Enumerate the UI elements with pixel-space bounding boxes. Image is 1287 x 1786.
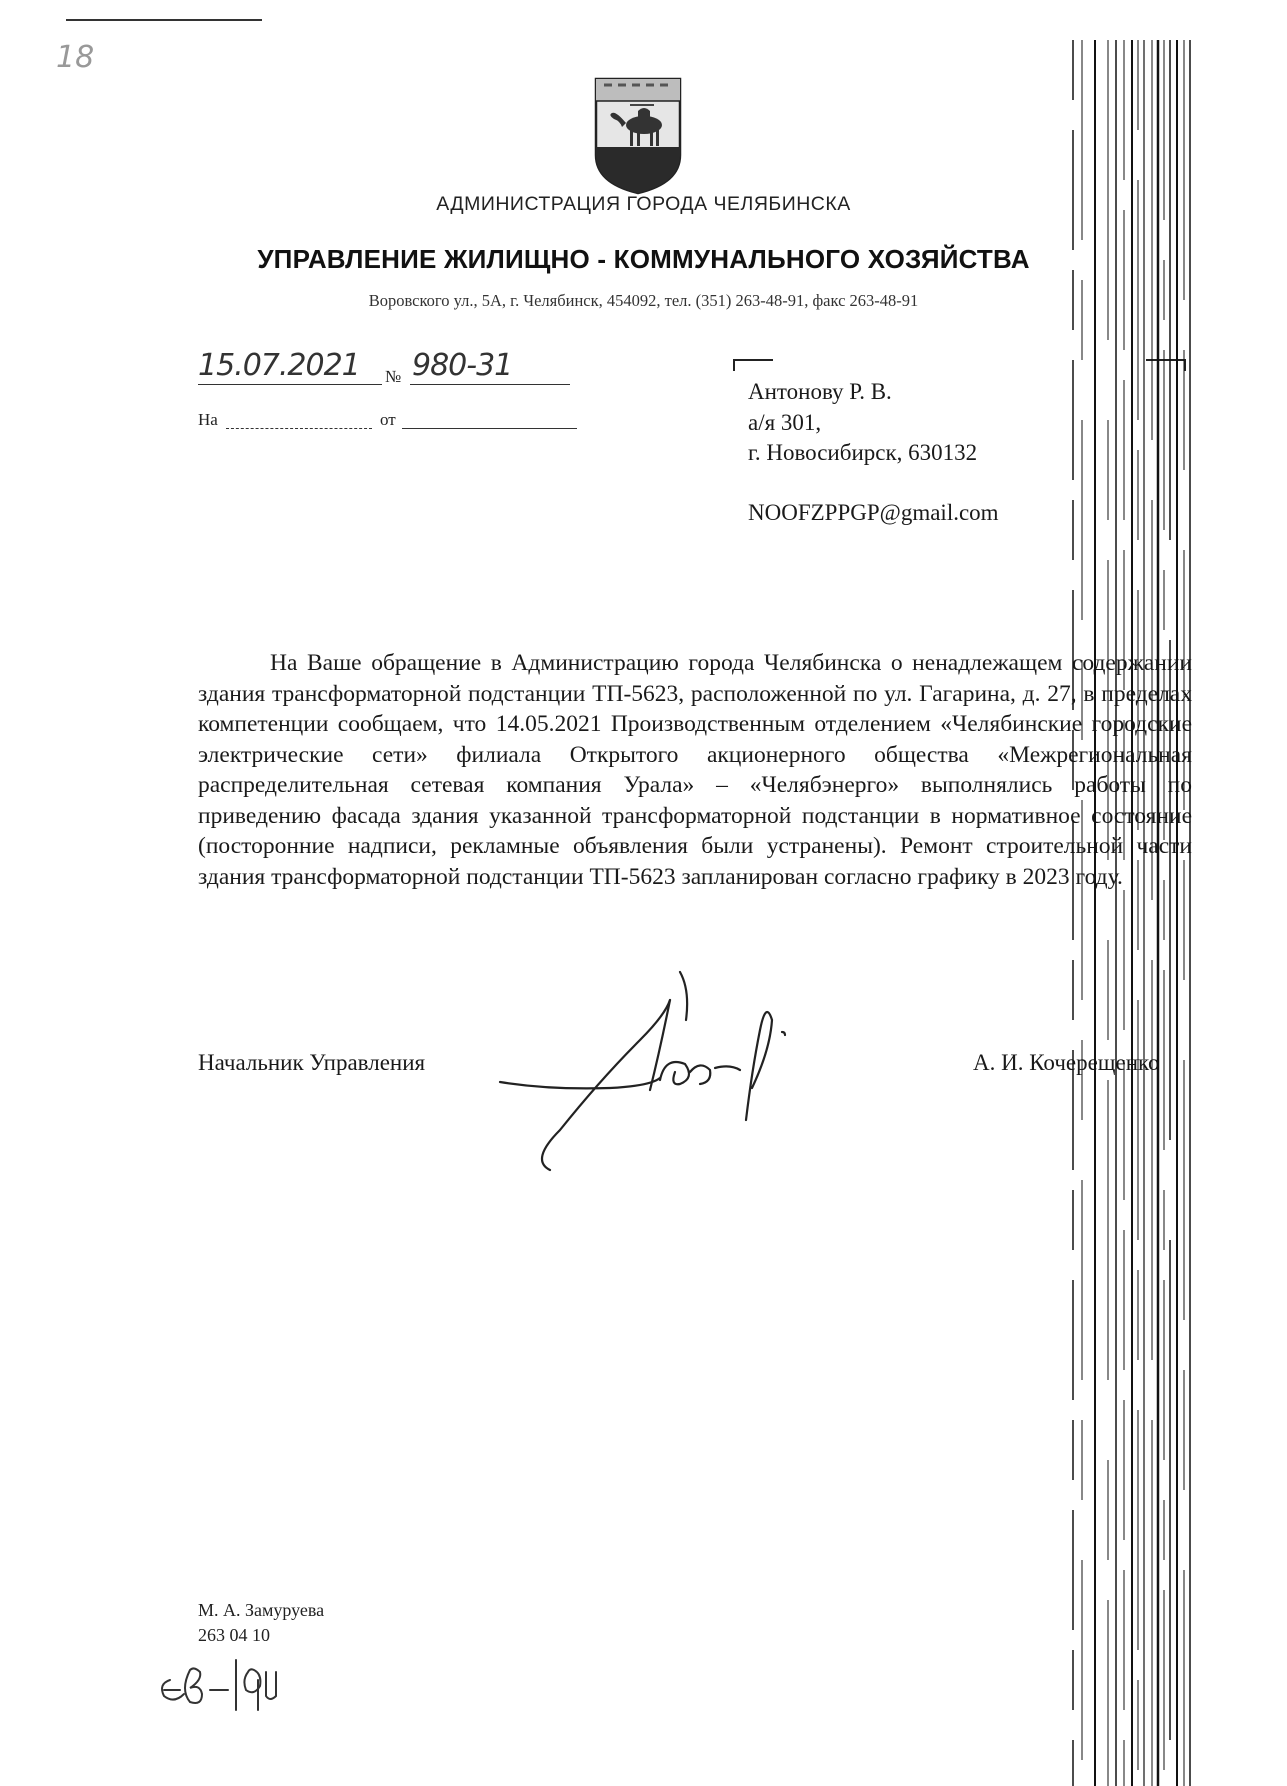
signer-title: Начальник Управления [198, 1050, 426, 1075]
top-rule [66, 19, 262, 21]
recipient-email: NOOFZPPGP@gmail.com [748, 500, 999, 525]
letter-body: На Ваше обращение в Администрацию города Челябинска о ненадлежащем содержании здания трансформаторной подстанции ТП-5623, расположенной по ул. Гагарина, д. 27, в пределах компетенции сообщаем, что 14.05.2021 Производственным отделением «Челябинские городские электрические сети» филиала Открытого акционерного общества «Межрегиональная распределительная сетевая компания Урала» – «Челябэнерго» выполнялись работы по приведению фасада здания указанной трансформаторной подстанции в нормативное состояние (посторонние надписи, рекламные объявления были устранены). Ремонт строительной части здания трансформаторной подстанции ТП-5623 запланирован согласно графику в 2023 году. [198, 650, 1192, 890]
handwritten-signature-icon [490, 960, 850, 1190]
registration-number: 980-31 [412, 348, 513, 383]
recipient-po-box: а/я 301, [748, 410, 822, 435]
signer-name: А. И. Кочерещенко [973, 1050, 1160, 1075]
administration-name: АДМИНИСТРАЦИЯ ГОРОДА ЧЕЛЯБИНСКА [436, 193, 851, 215]
date-underline [198, 384, 382, 385]
reference-from-label: от [380, 410, 396, 429]
recipient-city: г. Новосибирск, 630132 [748, 440, 978, 465]
executor-name: М. А. Замуруева [198, 1600, 325, 1620]
reference-label: На [198, 410, 218, 429]
address-corner-left [733, 359, 773, 371]
number-underline [410, 384, 570, 385]
registration-number-label: № [385, 367, 402, 386]
reference-number-line [226, 428, 372, 429]
city-emblem-icon [592, 75, 684, 195]
handwritten-initials-icon [150, 1650, 290, 1730]
department-address: Воровского ул., 5А, г. Челябинск, 454092, тел. (351) 263-48-91, факс 263-48-91 [368, 291, 919, 310]
executor-phone: 263 04 10 [198, 1625, 270, 1645]
margin-note: 18 [56, 40, 95, 75]
reference-date-line [402, 428, 577, 429]
recipient-name: Антонову Р. В. [748, 379, 892, 404]
scan-artifact-lines [1040, 40, 1200, 1786]
department-name: УПРАВЛЕНИЕ ЖИЛИЩНО - КОММУНАЛЬНОГО ХОЗЯЙСТВА [257, 244, 1030, 274]
registration-date: 15.07.2021 [198, 348, 360, 383]
